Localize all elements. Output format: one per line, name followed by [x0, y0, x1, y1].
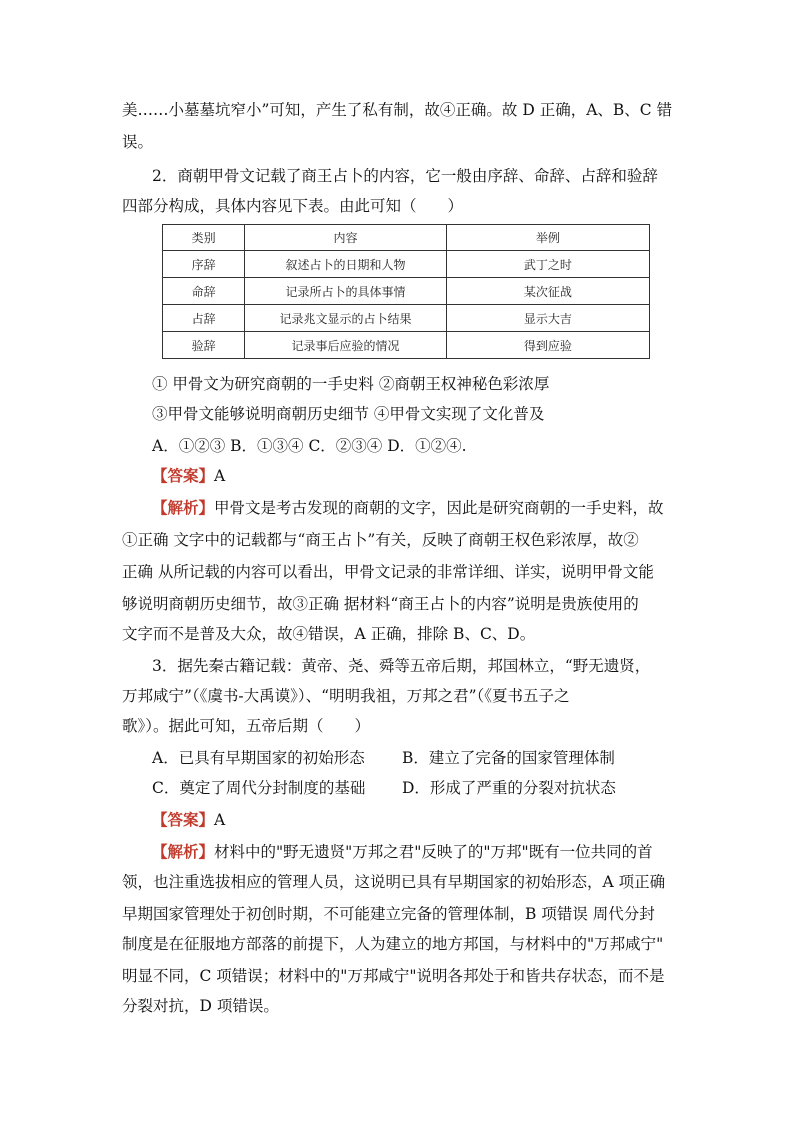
answer-value: A	[214, 467, 226, 485]
q2-stem-line-1: 2．商朝甲骨文记载了商王占卜的内容，它一般由序辞、命辞、占辞和验辞	[152, 167, 658, 185]
table-cell: 显示大吉	[446, 305, 649, 332]
q2-analysis-line-4: 够说明商朝历史细节，故③正确 据材料“商王占卜的内容”说明是贵族使用的	[122, 595, 639, 613]
answer-tag: 【答案】	[152, 810, 215, 829]
q3-analysis-line-1	[152, 842, 712, 862]
table-cell: 记录所占卜的具体事情	[245, 278, 446, 305]
analysis-tag: 【解析】	[152, 842, 215, 861]
table-cell: 叙述占卜的日期和人物	[245, 251, 446, 278]
q3-stem-line-1: 3．据先秦古籍记载：黄帝、尧、舜等五帝后期，邦国林立，“野无遗贤，	[152, 657, 651, 675]
table-cell: 序辞	[163, 251, 245, 278]
table-row	[163, 278, 650, 305]
choice-a: A．已具有早期国家的初始形态	[152, 749, 365, 767]
q2-analysis-line-1	[152, 498, 712, 518]
table-row	[163, 332, 650, 359]
table-header-row	[163, 225, 650, 251]
analysis-tag: 【解析】	[152, 498, 215, 517]
q2-analysis-line-3: 正确 从所记载的内容可以看出，甲骨文记录的非常详细、详实，说明甲骨文能	[122, 563, 654, 581]
table-cell: 武丁之时	[446, 251, 649, 278]
prev-answer-line-2: 误。	[122, 133, 154, 151]
choice-b: B．建立了完备的国家管理体制	[402, 749, 615, 767]
choice-c: C．奠定了周代分封制度的基础	[152, 779, 366, 797]
answer-value: A	[214, 811, 226, 829]
q3-choices-row-2	[152, 778, 712, 798]
oracle-bone-table	[162, 224, 650, 359]
q2-analysis-line-2: ①正确 文字中的记载都与“商王占卜”有关，反映了商朝王权色彩浓厚，故②	[122, 531, 639, 549]
q3-analysis-line-2: 领，也注重选拔相应的管理人员，这说明已具有早期国家的初始形态，A 项正确	[122, 873, 666, 891]
q2-analysis-line-5: 文字而不是普及大众，故④错误，A 正确，排除 B、C、D。	[122, 625, 536, 643]
table-cell: 验辞	[163, 332, 245, 359]
q2-answer	[152, 466, 712, 486]
q3-analysis-line-5: 明显不同，C 项错误；材料中的"万邦咸宁"说明各邦处于和皆共存状态，而不是	[122, 967, 665, 985]
answer-tag: 【答案】	[152, 466, 215, 485]
q2-choices: A．①②③ B．①③④ C．②③④ D．①②④.	[152, 437, 467, 455]
q3-analysis-line-4: 制度是在征服地方部落的前提下，人为建立的地方邦国，与材料中的"万邦咸宁"	[122, 935, 664, 953]
prev-answer-line-1: 美……小墓墓坑窄小”可知，产生了私有制，故④正确。故 D 正确，A、B、C 错	[122, 101, 673, 119]
table-cell: 占辞	[163, 305, 245, 332]
q3-analysis-line-3: 早期国家管理处于初创时期，不可能建立完备的管理体制，B 项错误 周代分封	[122, 905, 655, 923]
q2-stem-line-2: 四部分构成，具体内容见下表。由此可知（ ）	[122, 197, 464, 215]
q2-options-line-2: ③甲骨文能够说明商朝历史细节 ④甲骨文实现了文化普及	[152, 405, 545, 423]
table-cell: 某次征战	[446, 278, 649, 305]
q3-analysis-line-6: 分裂对抗，D 项错误。	[122, 997, 279, 1015]
table-header-cell: 举例	[446, 225, 649, 251]
table-row	[163, 251, 650, 278]
analysis-text: 材料中的"野无遗贤"万邦之君"反映了的"万邦"既有一位共同的首	[214, 843, 653, 861]
table-cell: 得到应验	[446, 332, 649, 359]
table-cell: 记录事后应验的情况	[245, 332, 446, 359]
table-row	[163, 305, 650, 332]
q3-answer	[152, 810, 712, 830]
table-header-cell: 类别	[163, 225, 245, 251]
analysis-text: 甲骨文是考古发现的商朝的文字，因此是研究商朝的一手史料，故	[214, 499, 664, 517]
q3-stem-line-2: 万邦咸宁”（《虞书-大禹谟》）、“明明我祖，万邦之君”（《夏书五子之	[122, 687, 570, 705]
q3-stem-line-3: 歌》）。据此可知，五帝后期（ ）	[122, 717, 371, 735]
q3-choices-row-1	[152, 748, 712, 768]
q2-options-line-1: ① 甲骨文为研究商朝的一手史料 ②商朝王权神秘色彩浓厚	[152, 375, 550, 393]
table-header-cell: 内容	[245, 225, 446, 251]
table-cell: 记录兆文显示的占卜结果	[245, 305, 446, 332]
choice-d: D．形成了严重的分裂对抗状态	[402, 779, 616, 797]
table-cell: 命辞	[163, 278, 245, 305]
